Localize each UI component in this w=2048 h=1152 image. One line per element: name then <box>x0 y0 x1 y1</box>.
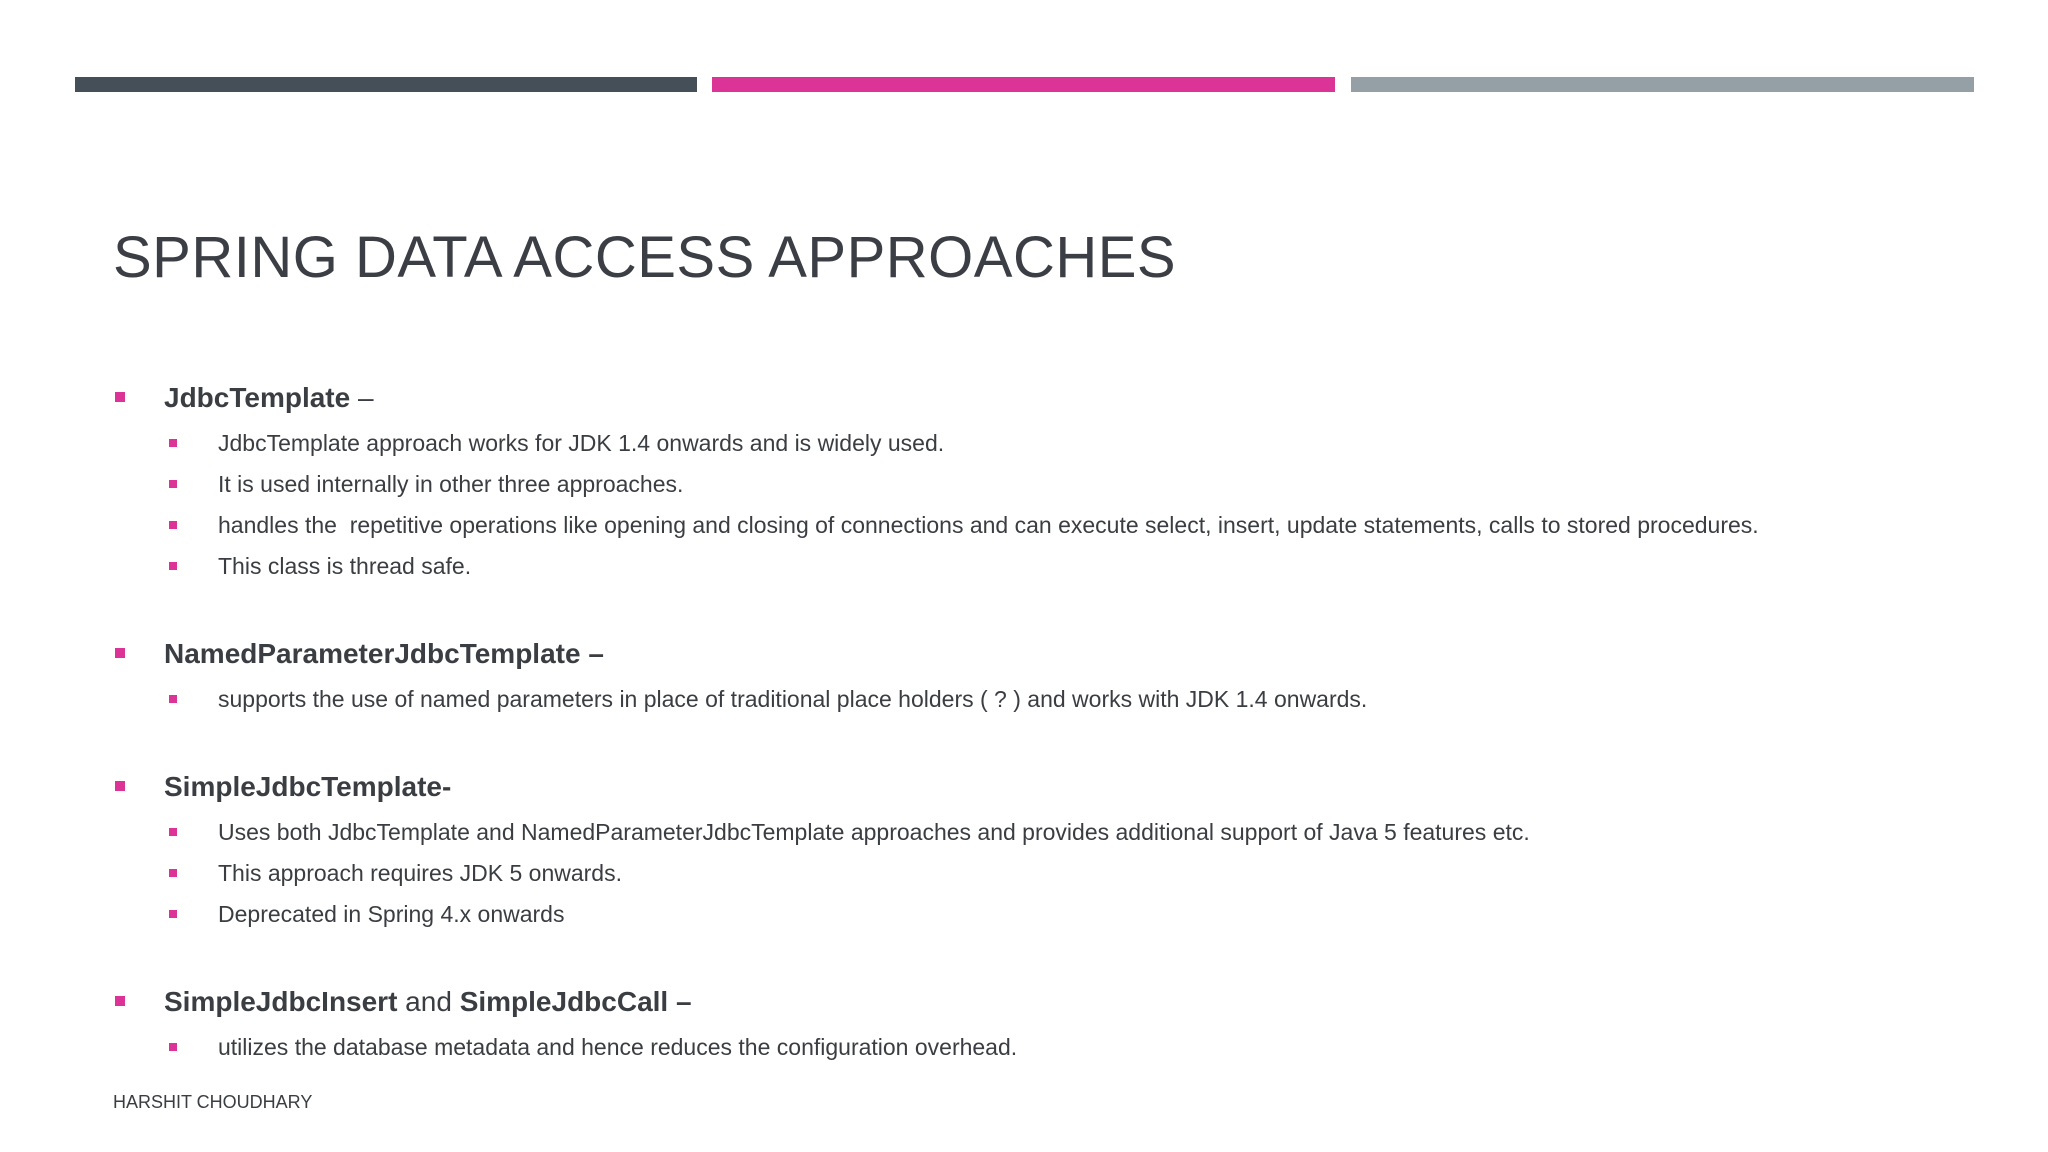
square-bullet-icon <box>169 521 177 529</box>
list-item <box>113 1027 1963 1068</box>
list-item-text: This class is thread safe. <box>218 553 472 579</box>
list-item <box>113 629 1963 679</box>
square-bullet-icon <box>169 695 177 703</box>
square-bullet-icon <box>169 828 177 836</box>
square-bullet-icon <box>169 439 177 447</box>
section-simplejdbcinsert-call <box>113 977 1963 1068</box>
section-simplejdbctemplate <box>113 762 1963 935</box>
list-item <box>113 546 1963 587</box>
square-bullet-icon <box>169 480 177 488</box>
list-item-text: It is used internally in other three approaches. <box>218 471 684 497</box>
square-bullet-icon <box>115 392 125 402</box>
list-item <box>113 423 1963 464</box>
list-item-text: Deprecated in Spring 4.x onwards <box>218 901 565 927</box>
section-namedparameterjdbctemplate <box>113 629 1963 720</box>
section-heading-suffix: – <box>350 382 374 413</box>
list-item-text: JdbcTemplate approach works for JDK 1.4 onwards and is widely used. <box>218 430 945 456</box>
list-item <box>113 812 1963 853</box>
list-item-text: utilizes the database metadata and hence reduces the configuration overhead. <box>218 1034 1018 1060</box>
list-item <box>113 853 1963 894</box>
list-item <box>113 505 1963 546</box>
square-bullet-icon <box>115 996 125 1006</box>
section-heading-a: SimpleJdbcInsert <box>164 986 398 1017</box>
square-bullet-icon <box>169 910 177 918</box>
section-heading: NamedParameterJdbcTemplate – <box>164 638 604 669</box>
header-bar-accent <box>712 77 1335 92</box>
list-item <box>113 977 1963 1027</box>
list-item-text: Uses both JdbcTemplate and NamedParameterJdbcTemplate approaches and provides additional support of Java 5 features etc. <box>218 819 1530 845</box>
list-item <box>113 762 1963 812</box>
list-item <box>113 464 1963 505</box>
section-heading: JdbcTemplate <box>164 382 351 413</box>
list-item <box>113 894 1963 935</box>
square-bullet-icon <box>115 648 125 658</box>
footer-author: HARSHIT CHOUDHARY <box>113 1092 313 1112</box>
slide-title: SPRING DATA ACCESS APPROACHES <box>113 225 1177 290</box>
list-item <box>113 679 1963 720</box>
header-bar-dark <box>75 77 697 92</box>
section-heading-b: SimpleJdbcCall – <box>459 986 692 1017</box>
section-heading: SimpleJdbcTemplate- <box>164 771 452 802</box>
header-bar-gray <box>1351 77 1974 92</box>
square-bullet-icon <box>169 562 177 570</box>
square-bullet-icon <box>169 869 177 877</box>
section-jdbctemplate <box>113 373 1963 587</box>
list-item-text: supports the use of named parameters in place of traditional place holders ( ? ) and works with JDK 1.4 onwards. <box>218 686 1368 712</box>
list-item-text: This approach requires JDK 5 onwards. <box>218 860 622 886</box>
list-item <box>113 373 1963 423</box>
square-bullet-icon <box>115 781 125 791</box>
section-heading-joiner: and <box>397 986 460 1017</box>
square-bullet-icon <box>169 1043 177 1051</box>
list-item-text: handles the repetitive operations like opening and closing of connections and can execute select, insert, update statements, calls to stored procedures. <box>218 512 1759 538</box>
